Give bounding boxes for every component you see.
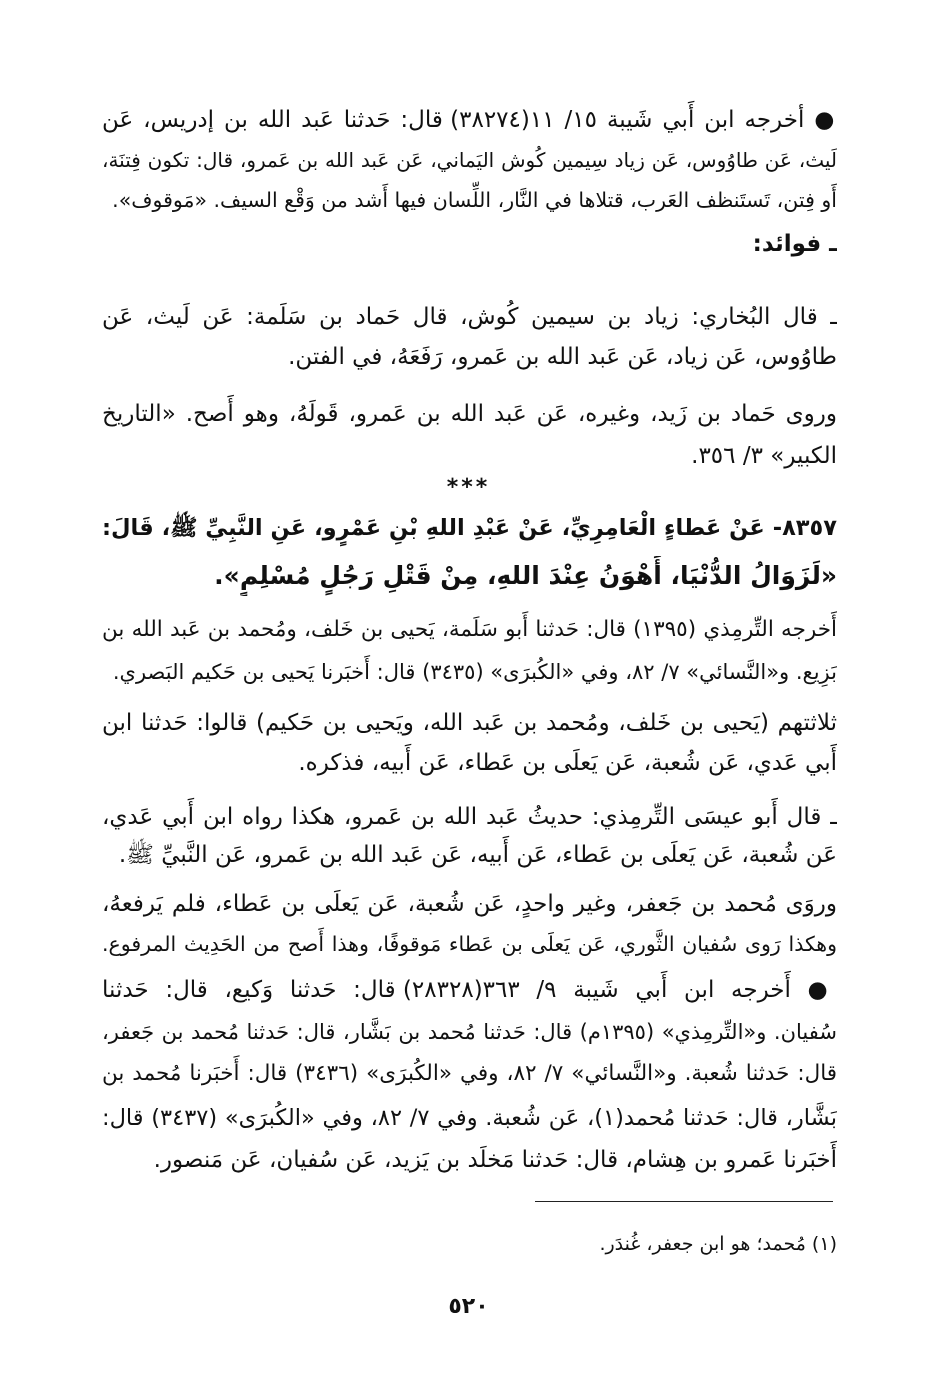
footnote-divider — [535, 1201, 833, 1202]
footnote: (١) مُحمد؛ هو ابن جعفر، غُندَر. — [599, 1233, 837, 1255]
text-line: بَزِيع. و«النَّسائي» ٧/ ٨٢، وفي «الكُبرَى» (٣٤٣٥) قال: أَخبَرنا يَحيى بن حَكيم البَصري. — [112, 660, 837, 684]
text-line: ● أَخرجه ابن أَبي شَيبة ٩/ ٣٦٣(٢٨٣٢٨) قال: حَدثنا وَكيع، قال: حَدثنا — [102, 977, 837, 1003]
text-line: بَشَّار، قال: حَدثنا مُحمد(١)، عَن شُعبة. وفي ٧/ ٨٢، وفي «الكُبرَى» (٣٤٣٧) قال: — [102, 1105, 837, 1131]
text-line: ● أخرجه ابن أَبي شَيبة ١٥/ ١١(٣٨٢٧٤) قال: حَدثنا عَبد الله بن إدريس، عَن — [102, 107, 837, 133]
text-line: أَخبَرنا عَمرو بن هِشام، قال: حَدثنا مَخلَد بن يَزيد، عَن سُفيان، عَن مَنصور. — [153, 1147, 837, 1173]
text-line: ـ قال أَبو عيسَى التِّرمِذي: حديثُ عَبد الله بن عَمرو، هكذا رواه ابن أَبي عَدي، — [102, 804, 837, 830]
text-line: ثلاثتهم (يَحيى بن خَلف، ومُحمد بن عَبد الله، ويَحيى بن حَكيم) قالوا: حَدثنا ابن — [102, 710, 837, 736]
text-line: قال: حَدثنا شُعبة. و«النَّسائي» ٧/ ٨٢، وفي «الكُبرَى» (٣٤٣٦) قال: أَخبَرنا مُحمد بن — [102, 1061, 837, 1086]
text-line: طاوُوس، عَن زياد، عَن عَبد الله بن عَمرو، رَفَعَهُ، في الفتن. — [288, 344, 837, 370]
page-number: ٥٢٠ — [448, 1294, 489, 1319]
text-line: أَخرجه التِّرمِذي (١٣٩٥) قال: حَدثنا أَبو سَلَمة، يَحيى بن خَلف، ومُحمد بن عَبد الله بن — [102, 617, 837, 642]
text-line: سُفيان. و«التِّرمِذي» (١٣٩٥م) قال: حَدثنا مُحمد بن بَشَّار، قال: حَدثنا مُحمد بن جَعفر، — [102, 1020, 837, 1044]
hadith-text: ٨٣٥٧- عَنْ عَطاءٍ الْعَامِرِيِّ، عَنْ عَبْدِ اللهِ بْنِ عَمْرٍو، عَنِ النَّبِيِّ ﷺ، قَالَ: — [102, 515, 837, 541]
section-separator: *** — [446, 475, 491, 500]
hadith-text: «لَزَوَالُ الدُّنْيَا، أَهْوَنُ عِنْدَ اللهِ، مِنْ قَتْلِ رَجُلٍ مُسْلِمٍ». — [214, 561, 837, 590]
text-line: وروى حَماد بن زَيد، وغيره، عَن عَبد الله بن عَمرو، قَولَهُ، وهو أَصح. «التاريخ — [102, 401, 837, 427]
section-heading: ـ فوائد: — [752, 231, 837, 257]
text-line: وهكذا رَوى سُفيان الثَّوري، عَن يَعلَى بن عَطاء مَوقوفًا، وهذا أَصح من الحَدِيث المرفوع. — [102, 932, 837, 956]
text-line: الكبير» ٣/ ٣٥٦. — [691, 443, 837, 469]
text-line: أَو فِتن، تَستَنظف العَرب، قتلاها في النَّار، اللِّسان فيها أَشد من وَقْع السيف. «مَوقوف». — [112, 188, 837, 212]
text-line: أَبي عَدي، عَن شُعبة، عَن يَعلَى بن عَطاء، عَن أَبيه، فذكره. — [298, 750, 837, 776]
text-line: وروَى مُحمد بن جَعفر، وغير واحدٍ، عَن شُعبة، عَن يَعلَى بن عَطاء، فلم يَرفعهُ، — [102, 891, 837, 917]
text-line: ـ قال البُخاري: زياد بن سيمين كُوش، قال حَماد بن سَلَمة: عَن لَيث، عَن — [102, 304, 837, 330]
text-line: عَن شُعبة، عَن يَعلَى بن عَطاء، عَن أَبيه، عَن عَبد الله بن عَمرو، عَن النَّبيِّ ﷺ. — [118, 842, 837, 868]
text-line: لَيث، عَن طاوُوس، عَن زياد سِيمين كُوش اليَماني، عَن عَبد الله بن عَمرو، قال: تكون فِتنَة، — [102, 148, 837, 172]
